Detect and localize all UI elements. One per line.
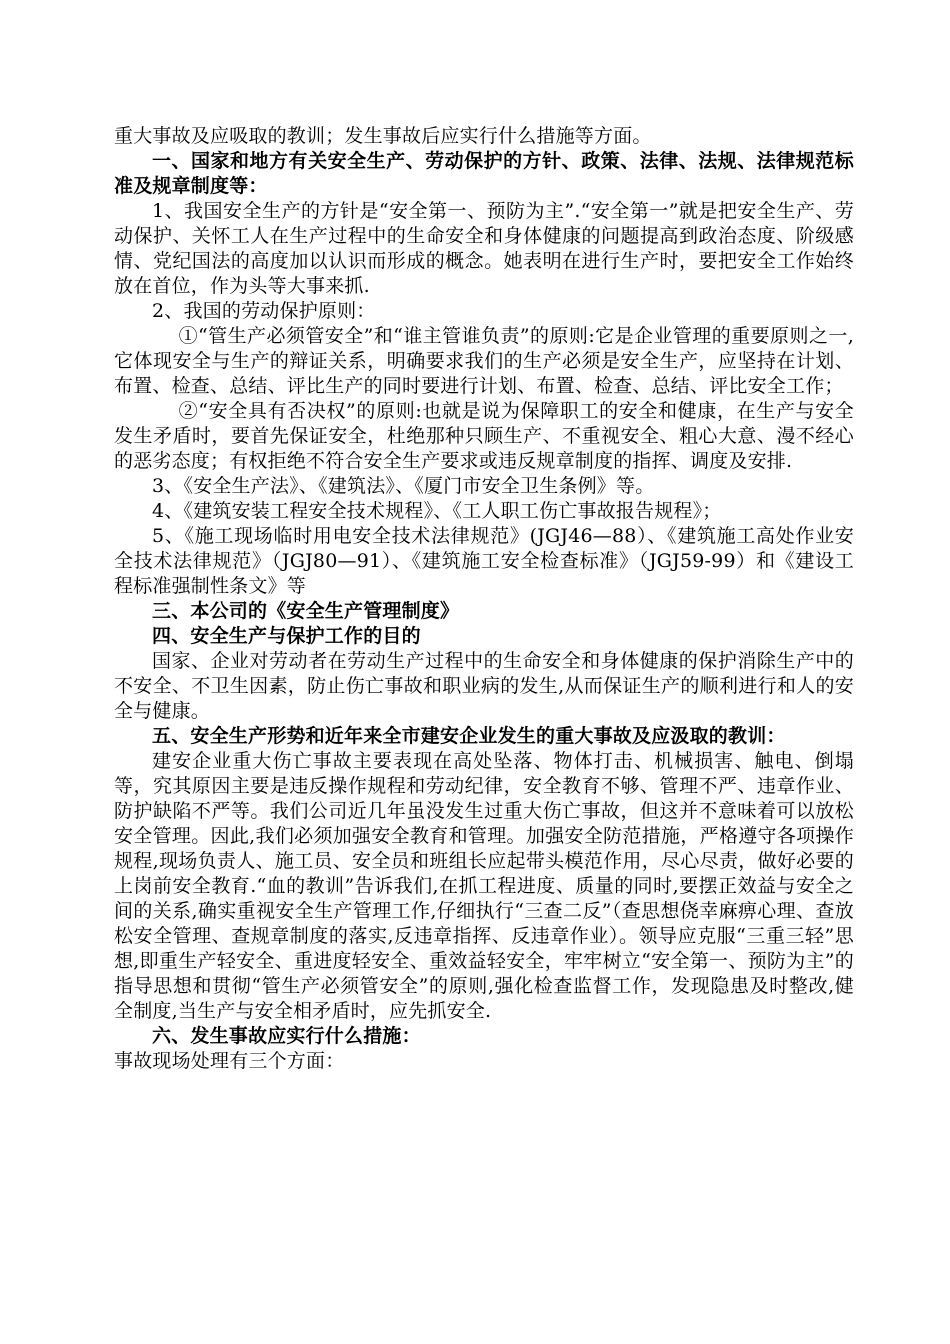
paragraph-standards-list: 5、《施工现场临时用电安全技术法律规范》(JGJ46—88）、《建筑施工高处作业安全技术法律规范》（JGJ80—91）、《建筑施工安全检查标准》（JGJ59-99）和《建设工程标准强制性条文》等 [114,525,854,597]
heading-section-6: 六、发生事故应实行什么措施： [152,1025,421,1047]
paragraph-principle-2: ②“安全具有否决权”的原则:也就是说为保障职工的安全和健康，在生产与安全发生矛盾时，要首先保证安全，杜绝那种只顾生产、不重视安全、粗心大意、漫不经心的恶劣态度；有权拒绝不符合安全生产要求或违反规章制度的指挥、调度及安排. [114,400,854,472]
paragraph-accident-lessons: 建安企业重大伤亡事故主要表现在高处坠落、物体打击、机械损害、触电、倒塌等，究其原因主要是违反操作规程和劳动纪律，安全教育不够、管理不严、违章作业、防护缺陷不严等。我们公司近几年虽没发生过重大伤亡事故，但这并不意味着可以放松安全管理。因此,我们必须加强安全教育和管理。加强安全防范措施，严格遵守各项操作规程,现场负责人、施工员、安全员和班组长应起带头模范作用，尽心尽责，做好必要的上岗前安全教育.“血的教训”告诉我们,在抓工程进度、质量的同时,要摆正效益与安全之间的关系,确实重视安全生产管理工作,仔细执行“三查二反”（查思想侥幸麻痹心理、查放松安全管理、查规章制度的落实,反违章指挥、反违章作业）。领导应克服“三重三轻”思想,即重生产轻安全、重进度轻安全、重效益轻安全，牢牢树立“安全第一、预防为主”的指导思想和贯彻“管生产必须管安全”的原则,强化检查监督工作，发现隐患及时整改,健全制度,当生产与安全相矛盾时，应先抓安全. [114,750,854,1022]
paragraph-safety-policy: 1、我国安全生产的方针是“安全第一、预防为主”.“安全第一”就是把安全生产、劳动保护、关怀工人在生产过程中的生命安全和身体健康的问题提高到政治态度、阶级感情、党纪国法的高度加以认识而形成的概念。她表明在进行生产时，要把安全工作始终放在首位，作为头等大事来抓. [114,200,854,297]
paragraph-regulations-list: 4、《建筑安装工程安全技术规程》、《工人职工伤亡事故报告规程》； [152,500,722,522]
paragraph-accident-handling: 事故现场处理有三个方面： [114,1050,345,1072]
paragraph-principle-1: ①“管生产必须管安全”和“谁主管谁负责”的原则:它是企业管理的重要原则之一,它体现安全与生产的辩证关系，明确要求我们的生产必须是安全生产，应坚持在计划、布置、检查、总结、评比生产的同时要进行计划、布置、检查、总结、评比安全工作； [114,325,854,397]
paragraph-intro-continuation: 重大事故及应吸取的教训；发生事故后应实行什么措施等方面。 [114,125,652,147]
heading-section-1: 一、国家和地方有关安全生产、劳动保护的方针、政策、法律、法规、法律规范标准及规章制度等： [114,150,854,197]
heading-section-5: 五、安全生产形势和近年来全市建安企业发生的重大事故及应汲取的教训： [152,725,786,747]
heading-section-3: 三、本公司的《安全生产管理制度》 [152,600,460,622]
document-page [114,124,854,1074]
paragraph-laws-list: 3、《安全生产法》、《建筑法》、《厦门市安全卫生条例》等。 [152,475,655,497]
paragraph-labor-protection-principles: 2、我国的劳动保护原则： [152,300,376,322]
heading-section-4: 四、安全生产与保护工作的目的 [152,625,421,647]
paragraph-protection-purpose: 国家、企业对劳动者在劳动生产过程中的生命安全和身体健康的保护消除生产中的不安全、不卫生因素，防止伤亡事故和职业病的发生,从而保证生产的顺利进行和人的安全与健康。 [114,650,854,722]
